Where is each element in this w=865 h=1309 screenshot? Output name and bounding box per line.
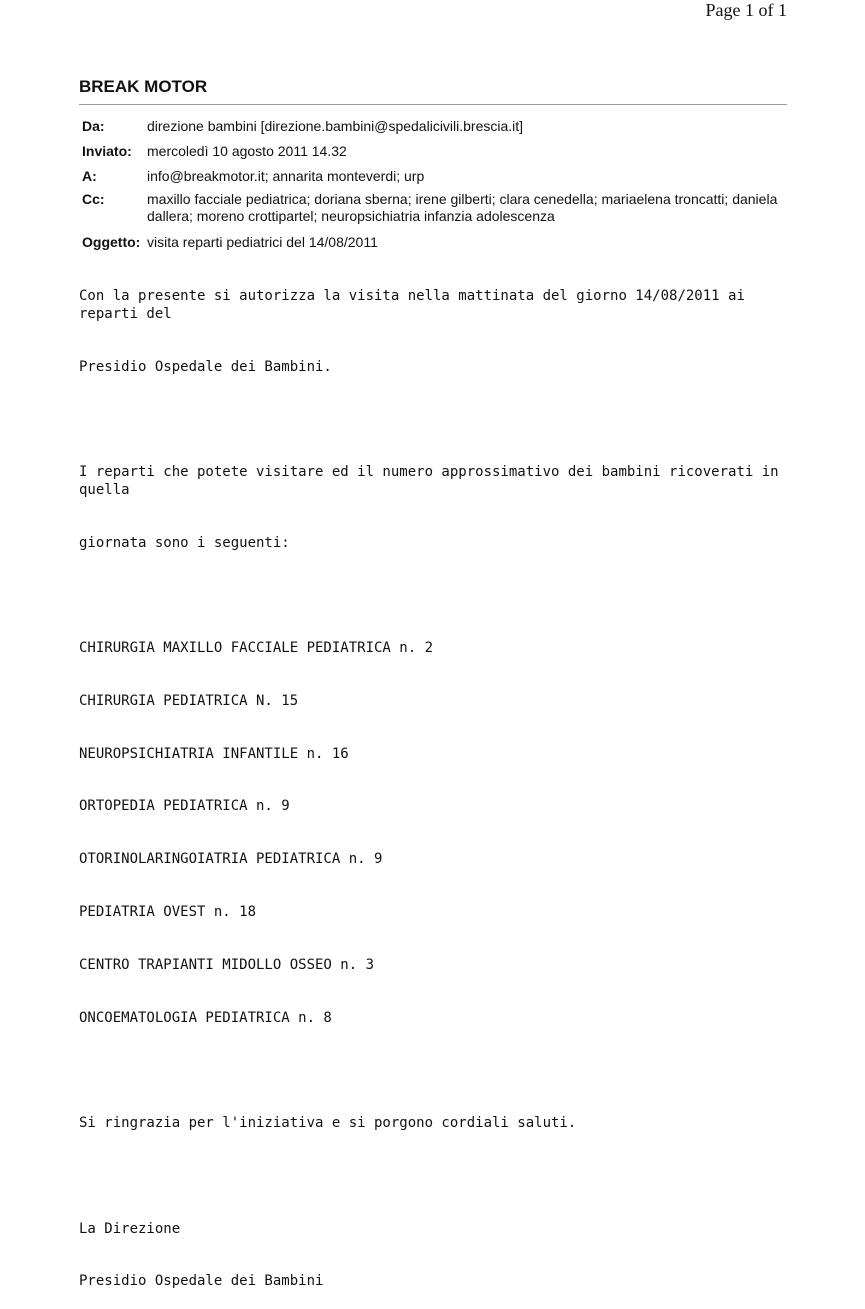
blank-line xyxy=(79,411,799,429)
email-headers xyxy=(82,118,787,251)
blank-line xyxy=(79,1168,799,1186)
header-sent-row xyxy=(82,143,787,160)
body-line: Con la presente si autorizza la visita nella mattinata del giorno 14/08/2011 ai reparti del xyxy=(79,288,754,322)
to-value: info@breakmotor.it; annarita monteverdi; urp xyxy=(147,168,425,184)
body-line: I reparti che potete visitare ed il numero approssimativo dei bambini ricoverati in quella xyxy=(79,464,788,498)
subject-value: visita reparti pediatrici del 14/08/2011 xyxy=(147,234,378,250)
department-item: CENTRO TRAPIANTI MIDOLLO OSSEO n. 3 xyxy=(79,956,375,973)
department-item: OTORINOLARINGOIATRIA PEDIATRICA n. 9 xyxy=(79,851,383,868)
from-value: direzione bambini [direzione.bambini@spedalicivili.brescia.it] xyxy=(147,118,524,134)
department-item: PEDIATRIA OVEST n. 18 xyxy=(79,903,257,920)
department-item: ORTOPEDIA PEDIATRICA n. 9 xyxy=(79,798,290,815)
closing-line: Si ringrazia per l'iniziativa e si porgono cordiali saluti. xyxy=(79,1115,577,1132)
blank-line xyxy=(79,1062,799,1080)
department-item: CHIRURGIA PEDIATRICA N. 15 xyxy=(79,692,299,709)
cc-value: maxillo facciale pediatrica; doriana sberna; irene gilberti; clara cenedella; mariaelena troncatti; daniela dallera; moreno crottipartel; neuropsichiatria infanzia adolescenza xyxy=(147,191,778,224)
signature-line: Presidio Ospedale dei Bambini xyxy=(79,1273,324,1290)
header-from-row xyxy=(82,118,787,135)
body-line: Presidio Ospedale dei Bambini. xyxy=(79,358,332,375)
department-item: ONCOEMATOLOGIA PEDIATRICA n. 8 xyxy=(79,1009,332,1026)
signature-line: La Direzione xyxy=(79,1220,181,1237)
to-label: A: xyxy=(82,168,97,184)
email-body xyxy=(79,253,799,1309)
cc-label: Cc: xyxy=(82,191,105,207)
blank-line xyxy=(79,587,799,605)
page-number: Page 1 of 1 xyxy=(705,0,787,20)
company-title: BREAK MOTOR xyxy=(79,77,208,96)
header-subject-row xyxy=(82,234,787,251)
header-cc-row xyxy=(82,191,787,225)
sent-value: mercoledì 10 agosto 2011 14.32 xyxy=(147,143,347,159)
subject-label: Oggetto: xyxy=(82,234,141,250)
header-to-row xyxy=(82,168,787,185)
department-item: NEUROPSICHIATRIA INFANTILE n. 16 xyxy=(79,745,349,762)
body-line: giornata sono i seguenti: xyxy=(79,534,290,551)
header-divider xyxy=(79,104,787,105)
department-item: CHIRURGIA MAXILLO FACCIALE PEDIATRICA n. 2 xyxy=(79,640,434,657)
from-label: Da: xyxy=(82,118,105,134)
sent-label: Inviato: xyxy=(82,143,132,159)
